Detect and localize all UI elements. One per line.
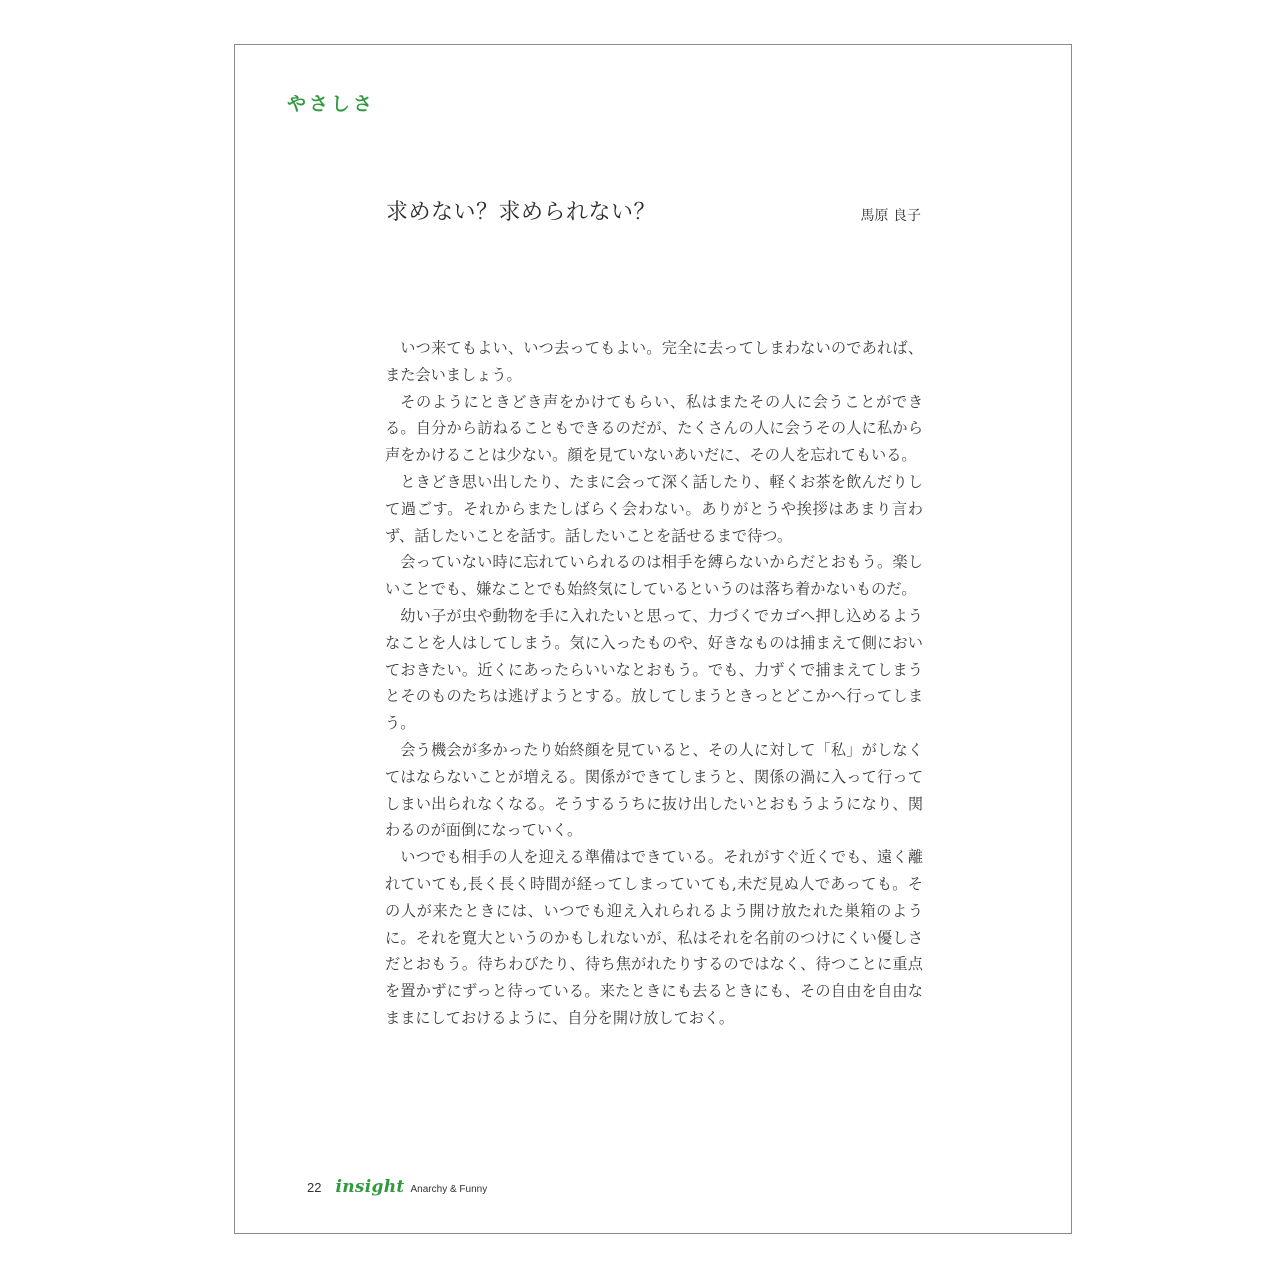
paragraph: ときどき思い出したり、たまに会って深く話したり、軽くお茶を飲んだりして過ごす。それからまたしばらく会わない。ありがとうや挨拶はあまり言わず、話したいことを話す。話したいことを話せるまで待つ。: [385, 472, 923, 545]
paragraph: 幼い子が虫や動物を手に入れたいと思って、力づくでカゴへ押し込めるようなことを人はしてしまう。気に入ったものや、好きなものは捕まえて側においておきたい。近くにあったらいいなとおもう。でも、力ずくで捕まえてしまうとそのものたちは逃げようとする。放してしまうときっとどこかへ行ってしまう。: [385, 606, 923, 733]
paragraph: 会っていない時に忘れていられるのは相手を縛らないからだとおもう。楽しいことでも、嫌なことでも始終気にしているというのは落ち着かないものだ。: [385, 553, 923, 599]
brand-logo: insight: [335, 1177, 405, 1197]
paragraph: いつでも相手の人を迎える準備はできている。それがすぐ近くでも、遠く離れていても,長く長く時間が経ってしまっていても,未だ見ぬ人であっても。その人が来たときには、いつでも迎え入れられるよう開け放たれた巣箱のように。それを寛大というのかもしれないが、私はそれを名前のつけにくい優しさだとおもう。待ちわびたり、待ち焦がれたりするのではなく、待つことに重点を置かずにずっと待っている。来たときにも去るときにも、その自由を自由なままにしておけるように、自分を開け放しておく。: [385, 848, 923, 1027]
article-title: 求めない？求められない？: [386, 200, 657, 225]
paragraph: 会う機会が多かったり始終顔を見ていると、その人に対して「私」がしなくてはならないことが増える。関係ができてしまうと、関係の渦に入って行ってしまい出られなくなる。そうするうちに抜け出したいとおもうようになり、関わるのが面倒になっていく。: [385, 740, 923, 840]
brand-subtitle: Anarchy & Funny: [410, 1184, 488, 1195]
article-body: [385, 335, 923, 1032]
paragraph: そのようにときどき声をかけてもらい、私はまたその人に会うことができる。自分から訪ねることもできるのだが、たくさんの人に会うその人に私から声をかけることは少ない。顔を見ていないあいだに、その人を忘れてもいる。: [385, 392, 923, 465]
page-number: 22: [307, 1180, 322, 1195]
article-author: 馬原 良子: [860, 208, 921, 224]
paragraph: いつ来てもよい、いつ去ってもよい。完全に去ってしまわないのであれば、また会いましょう。: [385, 339, 923, 384]
section-label: やさしさ: [287, 93, 376, 115]
page-footer: [307, 1177, 487, 1197]
document-page: [234, 44, 1072, 1234]
